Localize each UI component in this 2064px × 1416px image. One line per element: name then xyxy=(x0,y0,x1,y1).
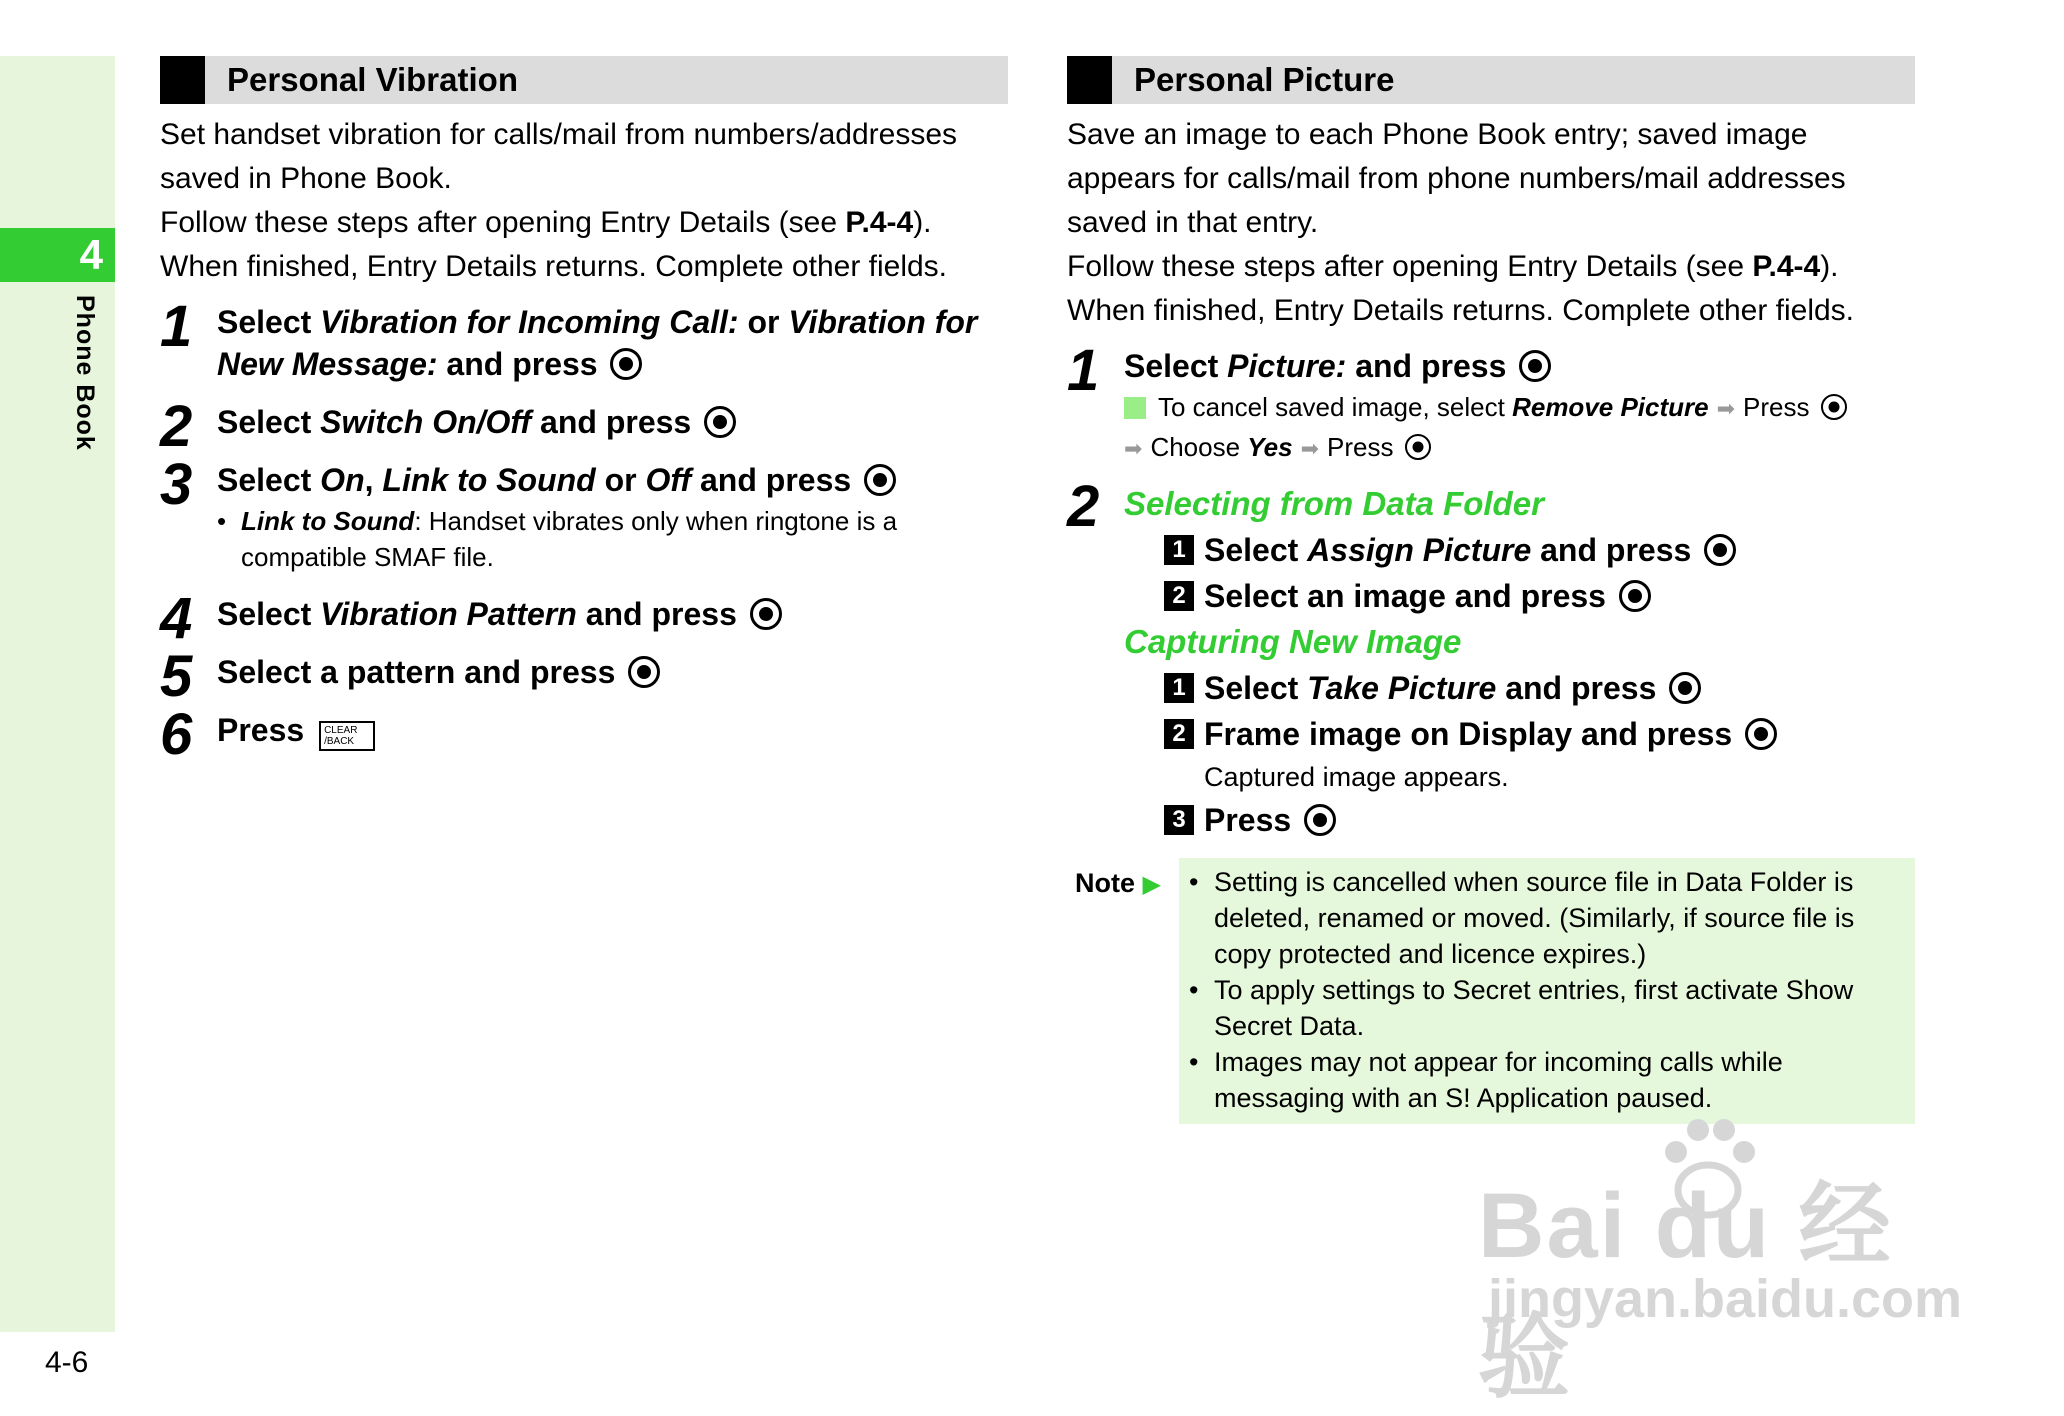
intro-line: Save an image to each Phone Book entry; saved image appears for calls/mail from phone numbers/mail addresses saved in that entry. xyxy=(1067,118,1846,239)
cancel-note xyxy=(1124,389,1915,427)
center-key-icon xyxy=(1304,804,1336,836)
key-label: /BACK xyxy=(324,736,355,747)
header-block-marker xyxy=(160,56,205,104)
step-item xyxy=(160,702,1008,767)
center-key-icon xyxy=(750,598,782,630)
menu-item-name: Vibration Pattern xyxy=(320,596,577,632)
section-header xyxy=(160,56,1008,104)
step-text: Select xyxy=(1204,670,1308,706)
note-text: Choose xyxy=(1150,432,1248,462)
step-number: 3 xyxy=(160,452,193,517)
key-label: CLEAR xyxy=(324,725,358,736)
center-key-icon xyxy=(1704,534,1736,566)
center-key-icon xyxy=(1405,434,1431,460)
arrow-right-icon: ➡ xyxy=(1124,436,1143,461)
intro-text-part: ). xyxy=(1820,250,1839,283)
watermark-logo-text: Bai du 经验 xyxy=(1478,1175,1893,1409)
step-number: 1 xyxy=(160,294,193,359)
clear-back-key-icon xyxy=(319,721,375,751)
menu-item-name: Take Picture xyxy=(1307,670,1497,706)
substep-item xyxy=(1164,797,1915,843)
step-text: Select xyxy=(217,462,321,498)
step-number: 6 xyxy=(160,702,193,767)
step-note xyxy=(217,503,1008,575)
step-number: 1 xyxy=(1067,338,1100,403)
note-term: Link to Sound xyxy=(241,506,415,536)
intro-line xyxy=(160,201,1008,245)
step-text: Select xyxy=(217,304,321,340)
step-text: and press xyxy=(1496,670,1657,706)
substep-item xyxy=(1164,711,1915,757)
step-text: Frame image on Display and press xyxy=(1204,716,1733,752)
step-item xyxy=(160,586,1008,651)
intro-text-part: ). xyxy=(913,206,932,239)
substep-number: 1 xyxy=(1164,673,1194,703)
note-text: Press xyxy=(1327,432,1394,462)
note-marker-icon xyxy=(1124,397,1146,419)
center-key-icon xyxy=(628,656,660,688)
substep-item xyxy=(1164,665,1915,711)
step-text: and press xyxy=(531,404,692,440)
intro-text xyxy=(1067,113,1915,333)
intro-line: When finished, Entry Details returns. Complete other fields. xyxy=(160,250,948,283)
step-text: , xyxy=(364,462,383,498)
substep-number: 2 xyxy=(1164,581,1194,611)
substep-item xyxy=(1164,527,1915,573)
substep-number: 1 xyxy=(1164,535,1194,565)
step-text: Select xyxy=(1124,348,1228,384)
center-key-icon xyxy=(864,464,896,496)
step-text: or xyxy=(738,304,789,340)
step-text: Select xyxy=(1204,532,1308,568)
page-number: 4-6 xyxy=(45,1346,89,1379)
step-text: Press xyxy=(217,712,305,748)
watermark-url: jingyan.baidu.com xyxy=(1488,1269,1963,1329)
step-number: 4 xyxy=(160,586,193,651)
note-text: Press xyxy=(1743,392,1810,422)
triangle-right-icon: ▶ xyxy=(1142,871,1161,898)
menu-item-name: On xyxy=(320,462,365,498)
step-text: or xyxy=(595,462,646,498)
menu-item-name: Picture: xyxy=(1227,348,1347,384)
note-label-text: Note xyxy=(1075,868,1135,898)
note-item: • Images may not appear for incoming calls while messaging with an S! Application paused. xyxy=(1189,1044,1899,1116)
step-item xyxy=(160,644,1008,709)
step-text: Select xyxy=(217,596,321,632)
note-text: To cancel saved image, select xyxy=(1158,392,1513,422)
note-label xyxy=(1067,858,1179,1124)
step-number: 5 xyxy=(160,644,193,709)
section-title: Personal Vibration xyxy=(227,61,518,98)
arrow-right-icon: ➡ xyxy=(1716,396,1736,421)
menu-item-name: Yes xyxy=(1247,432,1293,462)
personal-vibration-section xyxy=(160,56,1008,767)
note-item: • Setting is cancelled when source file in Data Folder is deleted, renamed or moved. (Similarly, if source file is copy protected and licence expires.) xyxy=(1189,864,1899,972)
chapter-name: Phone Book xyxy=(71,295,99,451)
center-key-icon xyxy=(704,406,736,438)
menu-item-name: Assign Picture xyxy=(1307,532,1532,568)
menu-item-name: Link to Sound xyxy=(382,462,596,498)
step-text: Select a pattern and press xyxy=(217,654,616,690)
step-text: Select an image and press xyxy=(1204,578,1606,614)
menu-item-name: Remove Picture xyxy=(1512,392,1709,422)
method-heading: Capturing New Image xyxy=(1124,623,1462,660)
step-text: and press xyxy=(576,596,737,632)
intro-line: Set handset vibration for calls/mail from numbers/addresses saved in Phone Book. xyxy=(160,118,958,195)
method-heading: Selecting from Data Folder xyxy=(1124,485,1544,522)
center-key-icon xyxy=(1821,394,1847,420)
step-item xyxy=(160,394,1008,459)
intro-text-part: Follow these steps after opening Entry Details (see xyxy=(160,206,846,239)
step-number: 2 xyxy=(1067,474,1100,539)
step-item xyxy=(160,294,1008,385)
header-block-marker xyxy=(1067,56,1112,104)
step-text: and press xyxy=(437,346,598,382)
menu-item-name: Off xyxy=(645,462,692,498)
center-key-icon xyxy=(1669,672,1701,704)
substep-number: 2 xyxy=(1164,719,1194,749)
menu-item-name: Vibration for New Message: xyxy=(217,304,978,382)
substep-result: Captured image appears. xyxy=(1204,762,1509,792)
center-key-icon xyxy=(1745,718,1777,750)
step-item xyxy=(1067,338,1915,467)
menu-item-name: Switch On/Off xyxy=(320,404,532,440)
center-key-icon xyxy=(1619,580,1651,612)
cancel-note-continued xyxy=(1124,429,1915,467)
substep-item xyxy=(1164,573,1915,619)
note-item: • To apply settings to Secret entries, first activate Show Secret Data. xyxy=(1189,972,1899,1044)
step-text: and press xyxy=(1346,348,1507,384)
step-number: 2 xyxy=(160,394,193,459)
section-title: Personal Picture xyxy=(1134,61,1395,98)
note-section xyxy=(1067,858,1915,1124)
section-header xyxy=(1067,56,1915,104)
step-item xyxy=(160,452,1008,575)
intro-text-part: Follow these steps after opening Entry Details (see xyxy=(1067,250,1753,283)
arrow-right-icon: ➡ xyxy=(1300,436,1320,461)
center-key-icon xyxy=(610,348,642,380)
note-box xyxy=(1179,858,1915,1124)
note-text: : Handset vibrates only when ringtone is a compatible SMAF file. xyxy=(241,506,898,572)
step-item xyxy=(1067,474,1915,843)
page-reference-link[interactable]: P.4-4 xyxy=(845,206,914,239)
step-text: and press xyxy=(1531,532,1692,568)
personal-picture-section xyxy=(1067,56,1915,843)
intro-line: When finished, Entry Details returns. Complete other fields. xyxy=(1067,294,1855,327)
step-text: Press xyxy=(1204,802,1292,838)
baidu-watermark xyxy=(1478,1110,1963,1409)
substep-number: 3 xyxy=(1164,805,1194,835)
chapter-number-tab: 4 xyxy=(0,228,115,282)
intro-text xyxy=(160,113,1008,289)
menu-item-name: Vibration for Incoming Call: xyxy=(320,304,739,340)
intro-line xyxy=(1067,245,1915,289)
center-key-icon xyxy=(1519,350,1551,382)
step-text: and press xyxy=(691,462,852,498)
step-text: Select xyxy=(217,404,321,440)
page-reference-link[interactable]: P.4-4 xyxy=(1752,250,1821,283)
